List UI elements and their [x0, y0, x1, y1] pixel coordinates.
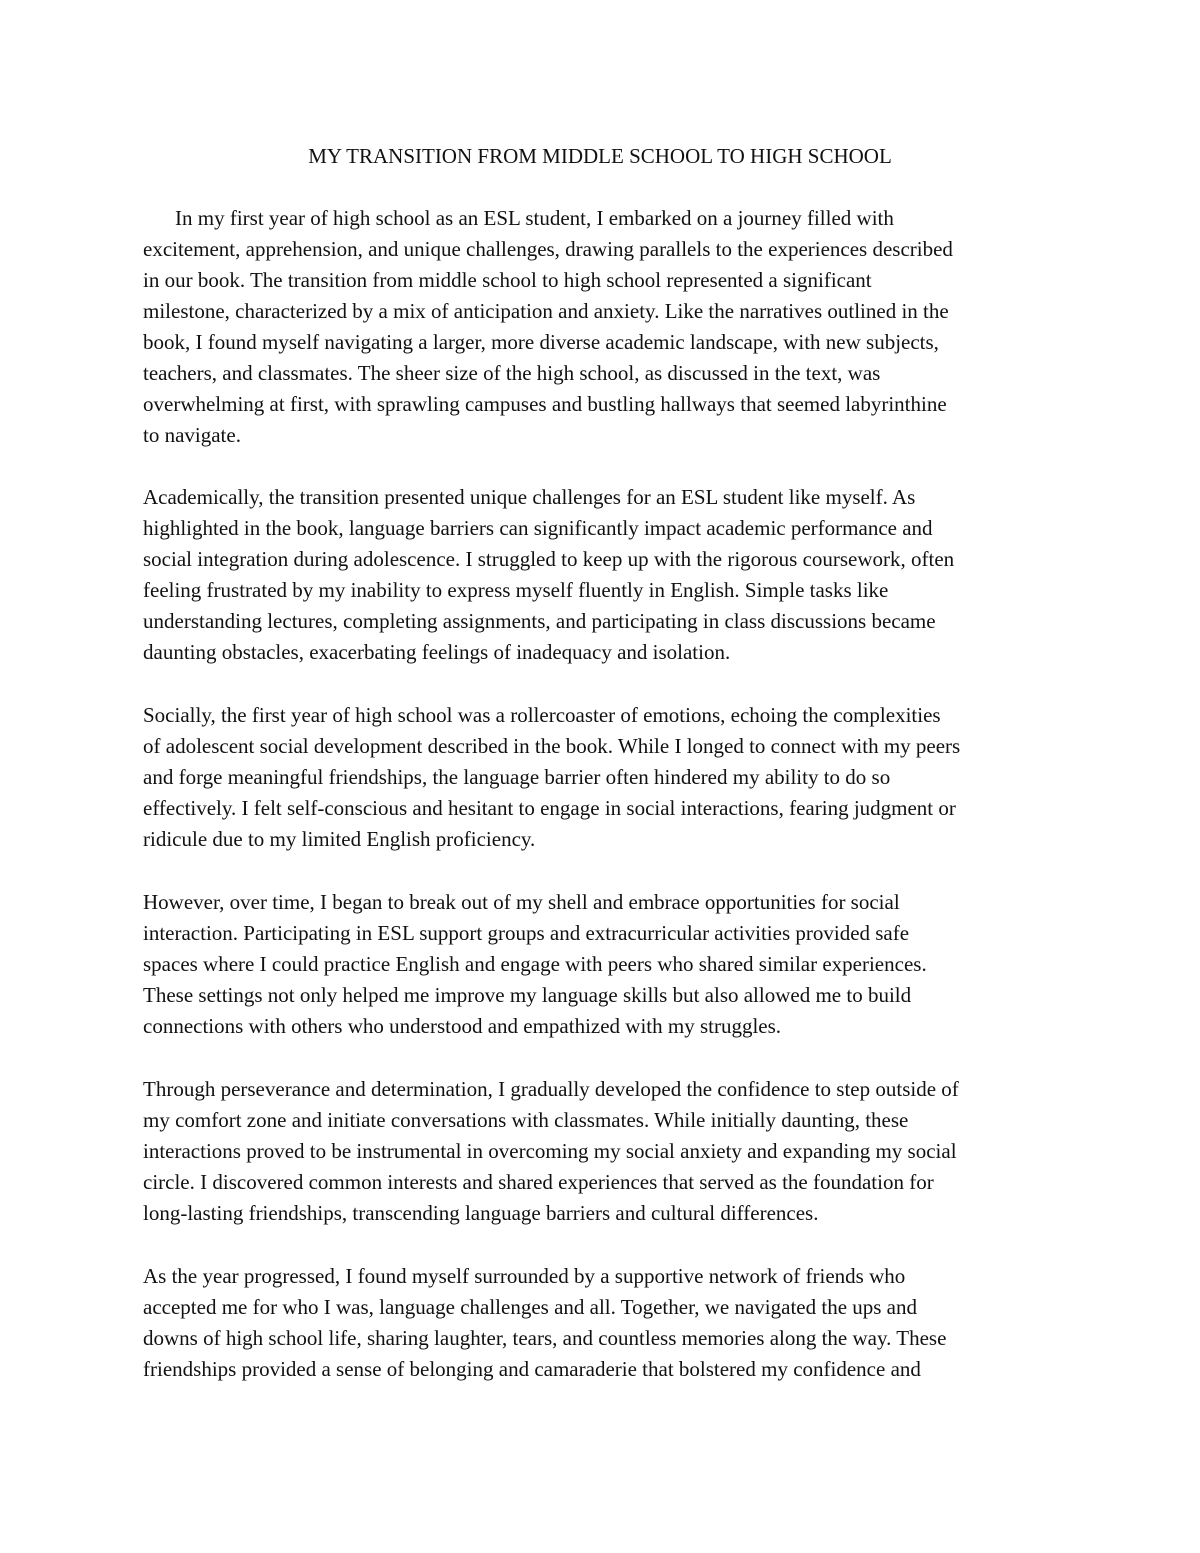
- paragraph-line: interactions proved to be instrumental in overcoming my social anxiety and expanding my social: [143, 1139, 957, 1163]
- paragraph-4: [143, 887, 1063, 1042]
- paragraph-line: book, I found myself navigating a larger, more diverse academic landscape, with new subjects,: [143, 330, 939, 354]
- paragraph-line: and forge meaningful friendships, the language barrier often hindered my ability to do so: [143, 765, 891, 789]
- paragraph-line: Through perseverance and determination, I gradually developed the confidence to step outside of: [143, 1077, 959, 1101]
- paragraph-line: However, over time, I began to break out of my shell and embrace opportunities for social: [143, 890, 900, 914]
- paragraph-line: understanding lectures, completing assignments, and participating in class discussions became: [143, 609, 936, 633]
- paragraph-line: excitement, apprehension, and unique challenges, drawing parallels to the experiences described: [143, 237, 953, 261]
- paragraph-line: As the year progressed, I found myself surrounded by a supportive network of friends who: [143, 1264, 906, 1288]
- paragraph-line: in our book. The transition from middle school to high school represented a significant: [143, 268, 872, 292]
- paragraph-5: [143, 1074, 1063, 1229]
- paragraph-line: ridicule due to my limited English proficiency.: [143, 827, 536, 851]
- paragraph-line: to navigate.: [143, 423, 241, 447]
- paragraph-line: circle. I discovered common interests and shared experiences that served as the foundation for: [143, 1170, 934, 1194]
- paragraph-line: teachers, and classmates. The sheer size of the high school, as discussed in the text, was: [143, 361, 881, 385]
- paragraph-line: These settings not only helped me improve my language skills but also allowed me to build: [143, 983, 912, 1007]
- paragraph-6: [143, 1261, 1063, 1385]
- paragraph-line: highlighted in the book, language barriers can significantly impact academic performance and: [143, 516, 933, 540]
- paragraph-line: interaction. Participating in ESL support groups and extracurricular activities provided safe: [143, 921, 910, 945]
- paragraph-line: accepted me for who I was, language challenges and all. Together, we navigated the ups and: [143, 1295, 918, 1319]
- paragraph-line: of adolescent social development described in the book. While I longed to connect with my peers: [143, 734, 961, 758]
- paragraph-line: feeling frustrated by my inability to express myself fluently in English. Simple tasks like: [143, 578, 889, 602]
- paragraph-2: [143, 482, 1063, 668]
- paragraph-line: downs of high school life, sharing laughter, tears, and countless memories along the way. These: [143, 1326, 947, 1350]
- paragraph-1: [143, 203, 1063, 451]
- paragraph-line: connections with others who understood and empathized with my struggles.: [143, 1014, 782, 1038]
- document-title: MY TRANSITION FROM MIDDLE SCHOOL TO HIGH SCHOOL: [308, 144, 892, 168]
- paragraph-line: spaces where I could practice English and engage with peers who shared similar experiences.: [143, 952, 927, 976]
- paragraph-line: milestone, characterized by a mix of anticipation and anxiety. Like the narratives outlined in the: [143, 299, 949, 323]
- paragraph-3: [143, 700, 1063, 855]
- paragraph-line: Academically, the transition presented unique challenges for an ESL student like myself. As: [143, 485, 916, 509]
- paragraph-line: long-lasting friendships, transcending language barriers and cultural differences.: [143, 1201, 819, 1225]
- paragraph-line: daunting obstacles, exacerbating feelings of inadequacy and isolation.: [143, 640, 731, 664]
- paragraph-line: Socially, the first year of high school was a rollercoaster of emotions, echoing the complexities: [143, 703, 941, 727]
- paragraph-line: friendships provided a sense of belonging and camaraderie that bolstered my confidence and: [143, 1357, 921, 1381]
- paragraph-line: overwhelming at first, with sprawling campuses and bustling hallways that seemed labyrinthine: [143, 392, 947, 416]
- paragraph-line: my comfort zone and initiate conversations with classmates. While initially daunting, these: [143, 1108, 909, 1132]
- paragraph-line: In my first year of high school as an ESL student, I embarked on a journey filled with: [175, 206, 894, 230]
- paragraph-line: effectively. I felt self-conscious and hesitant to engage in social interactions, fearing judgment or: [143, 796, 956, 820]
- paragraph-line: social integration during adolescence. I struggled to keep up with the rigorous coursework, often: [143, 547, 955, 571]
